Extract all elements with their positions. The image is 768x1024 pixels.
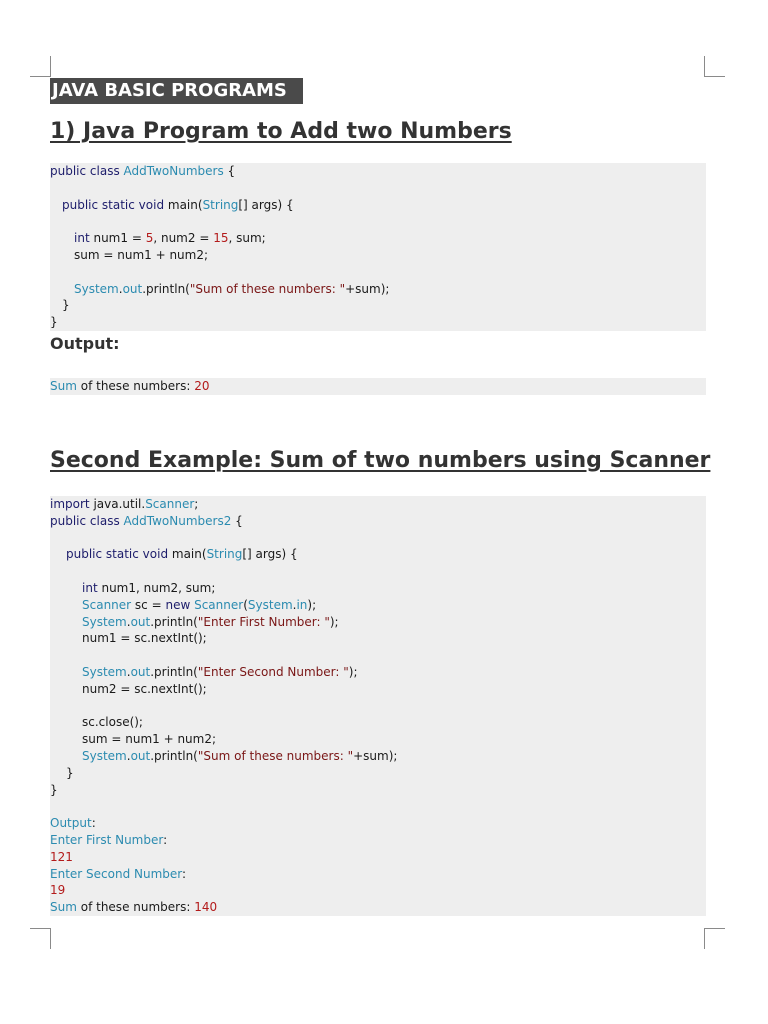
code-line <box>50 213 706 230</box>
code-text: +sum); <box>345 281 390 296</box>
code-text: num1 = <box>89 231 146 246</box>
code-class-name: AddTwoNumbers2 <box>123 513 232 528</box>
output-line <box>50 378 706 395</box>
code-field: out <box>122 281 143 296</box>
code-field: out <box>130 748 151 763</box>
code-line <box>50 798 706 815</box>
code-keyword: public static void <box>62 197 168 212</box>
code-line <box>50 698 706 715</box>
code-field: out <box>130 614 151 629</box>
output-prompt: Enter First Number <box>50 832 164 847</box>
code-line <box>50 731 706 748</box>
code-line <box>50 197 706 214</box>
code-class-name: System <box>247 597 293 612</box>
output-word: Sum <box>50 900 77 915</box>
code-text: { <box>231 513 243 528</box>
code-text: } <box>62 298 70 313</box>
code-text: ); <box>348 664 358 679</box>
output-text: of these numbers: <box>76 900 195 915</box>
code-text: .println( <box>142 281 190 296</box>
code-line <box>50 563 706 580</box>
output-value: 20 <box>194 379 210 393</box>
output-text: : <box>91 816 96 831</box>
code-text: [] args) { <box>238 197 294 212</box>
code-text: num2 = sc.nextInt(); <box>82 681 207 696</box>
code-text: . <box>126 748 131 763</box>
code-class-name: System <box>82 748 127 763</box>
code-string: "Sum of these numbers: " <box>197 748 354 763</box>
code-line <box>50 314 706 331</box>
code-text: .println( <box>150 748 198 763</box>
output-label: Output <box>50 816 92 831</box>
code-text: java.util. <box>93 497 146 511</box>
code-line <box>50 513 706 530</box>
code-line <box>50 782 706 799</box>
output-prompt: Enter Second Number <box>50 866 182 881</box>
code-text: } <box>66 765 74 780</box>
code-text: . <box>126 614 131 629</box>
code-line <box>50 597 706 614</box>
code-keyword: int <box>74 231 90 246</box>
code-keyword: public class <box>50 513 124 528</box>
crop-mark-top-right <box>704 56 725 77</box>
code-keyword: new <box>165 597 195 612</box>
code-number: 5 <box>145 231 154 246</box>
output-text: : <box>163 832 168 847</box>
code-line <box>50 297 706 314</box>
code-text: sc.close(); <box>82 715 143 730</box>
code-field: out <box>130 664 151 679</box>
code-keyword: int <box>82 580 98 595</box>
code-text: ( <box>243 597 248 612</box>
code-text: +sum); <box>353 748 398 763</box>
code-line <box>50 180 706 197</box>
output-text: : <box>182 866 187 881</box>
code-class-name: System <box>82 664 127 679</box>
section1-heading: 1) Java Program to Add two Numbers <box>50 119 512 144</box>
code-line <box>50 681 706 698</box>
code-block-2 <box>50 496 706 916</box>
code-type: String <box>202 197 239 212</box>
code-text: num1 = sc.nextInt(); <box>82 631 207 646</box>
code-keyword: import <box>50 497 94 511</box>
code-line <box>50 748 706 765</box>
code-line <box>50 765 706 782</box>
output-line <box>50 849 706 866</box>
code-text: ); <box>329 614 339 629</box>
code-block-1 <box>50 163 706 331</box>
code-text: ); <box>307 597 317 612</box>
code-class-name: Scanner <box>82 597 132 612</box>
code-line <box>50 614 706 631</box>
code-line <box>50 546 706 563</box>
code-text: . <box>292 597 297 612</box>
code-class-name: Scanner <box>194 597 244 612</box>
output-word: Sum <box>50 379 77 393</box>
code-field: in <box>296 597 308 612</box>
crop-mark-bottom-left <box>30 928 51 949</box>
code-line <box>50 530 706 547</box>
crop-mark-top-left <box>30 56 51 77</box>
code-line <box>50 247 706 264</box>
code-string: "Enter Second Number: " <box>197 664 349 679</box>
code-keyword: public class <box>50 164 124 178</box>
output-block-1 <box>50 378 706 395</box>
code-line <box>50 714 706 731</box>
output-value: 140 <box>194 900 218 915</box>
code-line <box>50 496 706 513</box>
code-text: , num2 = <box>153 231 214 246</box>
code-string: "Enter First Number: " <box>197 614 330 629</box>
code-number: 15 <box>213 231 229 246</box>
code-class-name: Scanner <box>145 497 195 511</box>
code-text: main( <box>171 547 207 562</box>
code-line <box>50 580 706 597</box>
code-text: sum = num1 + num2; <box>82 732 217 747</box>
code-text: { <box>223 164 236 178</box>
code-type: String <box>206 547 243 562</box>
section1-output-label: Output: <box>50 334 120 353</box>
code-text: . <box>118 281 123 296</box>
code-text: .println( <box>150 614 198 629</box>
output-text: of these numbers: <box>76 379 195 393</box>
output-line <box>50 899 706 916</box>
code-text: . <box>126 664 131 679</box>
code-text: , sum; <box>228 231 266 246</box>
code-line <box>50 163 706 180</box>
code-line <box>50 664 706 681</box>
code-text: ; <box>194 497 199 511</box>
section2-heading: Second Example: Sum of two numbers using Scanner <box>50 448 711 473</box>
code-text: num1, num2, sum; <box>97 580 216 595</box>
code-keyword: public static void <box>66 547 172 562</box>
output-value: 121 <box>50 849 73 864</box>
code-class-name: AddTwoNumbers <box>123 164 224 178</box>
code-text: sc = <box>131 597 166 612</box>
code-text: .println( <box>150 664 198 679</box>
code-string: "Sum of these numbers: " <box>189 281 346 296</box>
code-text: [] args) { <box>242 547 298 562</box>
code-line <box>50 230 706 247</box>
code-line <box>50 281 706 298</box>
output-line <box>50 815 706 832</box>
output-value: 19 <box>50 883 66 898</box>
crop-mark-bottom-right <box>704 928 725 949</box>
code-text: main( <box>167 197 203 212</box>
code-line <box>50 264 706 281</box>
code-line <box>50 647 706 664</box>
code-line <box>50 630 706 647</box>
output-line <box>50 866 706 883</box>
code-class-name: System <box>82 614 127 629</box>
document-title-badge: JAVA BASIC PROGRAMS <box>50 78 303 104</box>
output-line <box>50 882 706 899</box>
code-text: } <box>50 315 58 330</box>
code-text: sum = num1 + num2; <box>74 247 209 262</box>
code-class-name: System <box>74 281 119 296</box>
code-text: } <box>50 782 58 797</box>
output-line <box>50 832 706 849</box>
